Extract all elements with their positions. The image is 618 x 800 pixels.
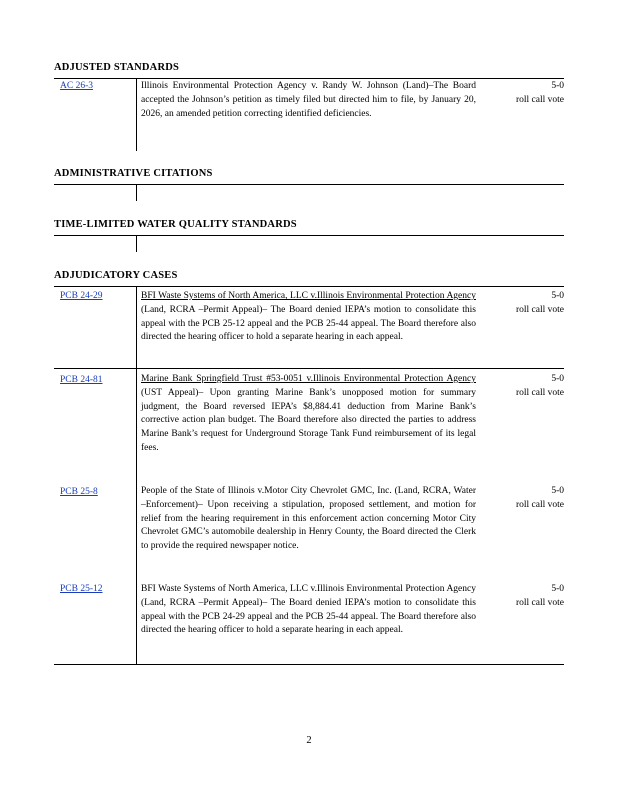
section-divider (54, 184, 564, 185)
section-end-divider (54, 664, 564, 665)
case-body: (Land, RCRA –Permit Appeal)– The Board denied IEPA’s motion to consolidate this appeal with the PCB 25-12 appeal and the PCB 25-44 appeal. The Board therefore also directed the hearing officer to hold a separate hearing in each appeal. (141, 304, 476, 343)
vote-type: roll call vote (515, 304, 564, 315)
case-link-pcb-24-29[interactable]: PCB 24-29 (60, 291, 103, 301)
section-divider (54, 235, 564, 236)
vote-type: roll call vote (515, 597, 564, 608)
vote-count: 5-0 (551, 374, 564, 384)
vote-count: 5-0 (551, 486, 564, 496)
case-link-ac-26-3[interactable]: AC 26-3 (60, 81, 93, 91)
case-vote (500, 290, 564, 318)
case-description (141, 485, 476, 554)
vote-count: 5-0 (551, 584, 564, 594)
case-body: (UST Appeal)– Upon granting Marine Bank’s unopposed motion for summary judgment, the Board reversed IEPA’s $8,884.41 deduction from Marine Bank’s corrective action plan budget. The Board therefore also directed the parties to address Marine Bank’s request for Underground Storage Tank Fund reimbursement of its legal fees. (141, 387, 476, 453)
section-divider (54, 286, 564, 287)
section-heading-time-limited-water-quality-standards: TIME-LIMITED WATER QUALITY STANDARDS (54, 219, 297, 230)
case-title: Marine Bank Springfield Trust #53-0051 v.Illinois Environmental Protection Agency (141, 374, 476, 384)
column-divider (136, 185, 137, 201)
section-heading-adjudicatory-cases: ADJUDICATORY CASES (54, 270, 178, 281)
case-body: BFI Waste Systems of North America, LLC v.Illinois Environmental Protection Agency (Land, RCRA –Permit Appeal)– The Board denied IEPA’s motion to consolidate this appeal with the PCB 24-29 appeal and the PCB 25-44 appeal. The Board therefore also directed the hearing officer to hold a separate hearing in each appeal. (141, 584, 476, 636)
case-description (141, 373, 476, 456)
section-heading-adjusted-standards: ADJUSTED STANDARDS (54, 62, 180, 73)
vote-type: roll call vote (515, 387, 564, 398)
case-vote (500, 80, 564, 108)
vote-count: 5-0 (551, 81, 564, 91)
vote-type: roll call vote (515, 94, 564, 105)
vote-type: roll call vote (515, 499, 564, 510)
column-divider (136, 287, 137, 665)
row-divider (54, 368, 564, 369)
case-link-pcb-24-81[interactable]: PCB 24-81 (60, 375, 103, 385)
page-number: 2 (306, 735, 312, 746)
column-divider (136, 236, 137, 252)
case-link-pcb-25-12[interactable]: PCB 25-12 (60, 584, 103, 594)
section-heading-administrative-citations: ADMINISTRATIVE CITATIONS (54, 168, 213, 179)
case-vote (500, 373, 564, 401)
case-title: BFI Waste Systems of North America, LLC v.Illinois Environmental Protection Agency (141, 291, 476, 301)
case-body: People of the State of Illinois v.Motor City Chevrolet GMC, Inc. (Land, RCRA, Water –Enforcement)– Upon receiving a stipulation, proposed settlement, and motion for relief from the hearing requirement in this enforcement action concerning Motor City Chevrolet GMC’s automobile dealership in Henry County, the Board directed the Clerk to provide the required newspaper notice. (141, 486, 476, 552)
case-description: Illinois Environmental Protection Agency v. Randy W. Johnson (Land)–The Board accepted the Johnson’s petition as timely filed but directed him to file, by January 20, 2026, an amended petition correcting identified deficiencies. (141, 81, 476, 119)
case-link-pcb-25-8[interactable]: PCB 25-8 (60, 487, 98, 497)
case-vote (500, 485, 564, 513)
case-description (141, 583, 476, 638)
case-description (141, 290, 476, 345)
section-divider (54, 78, 564, 79)
column-divider (136, 79, 137, 151)
case-vote (500, 583, 564, 611)
vote-count: 5-0 (551, 291, 564, 301)
